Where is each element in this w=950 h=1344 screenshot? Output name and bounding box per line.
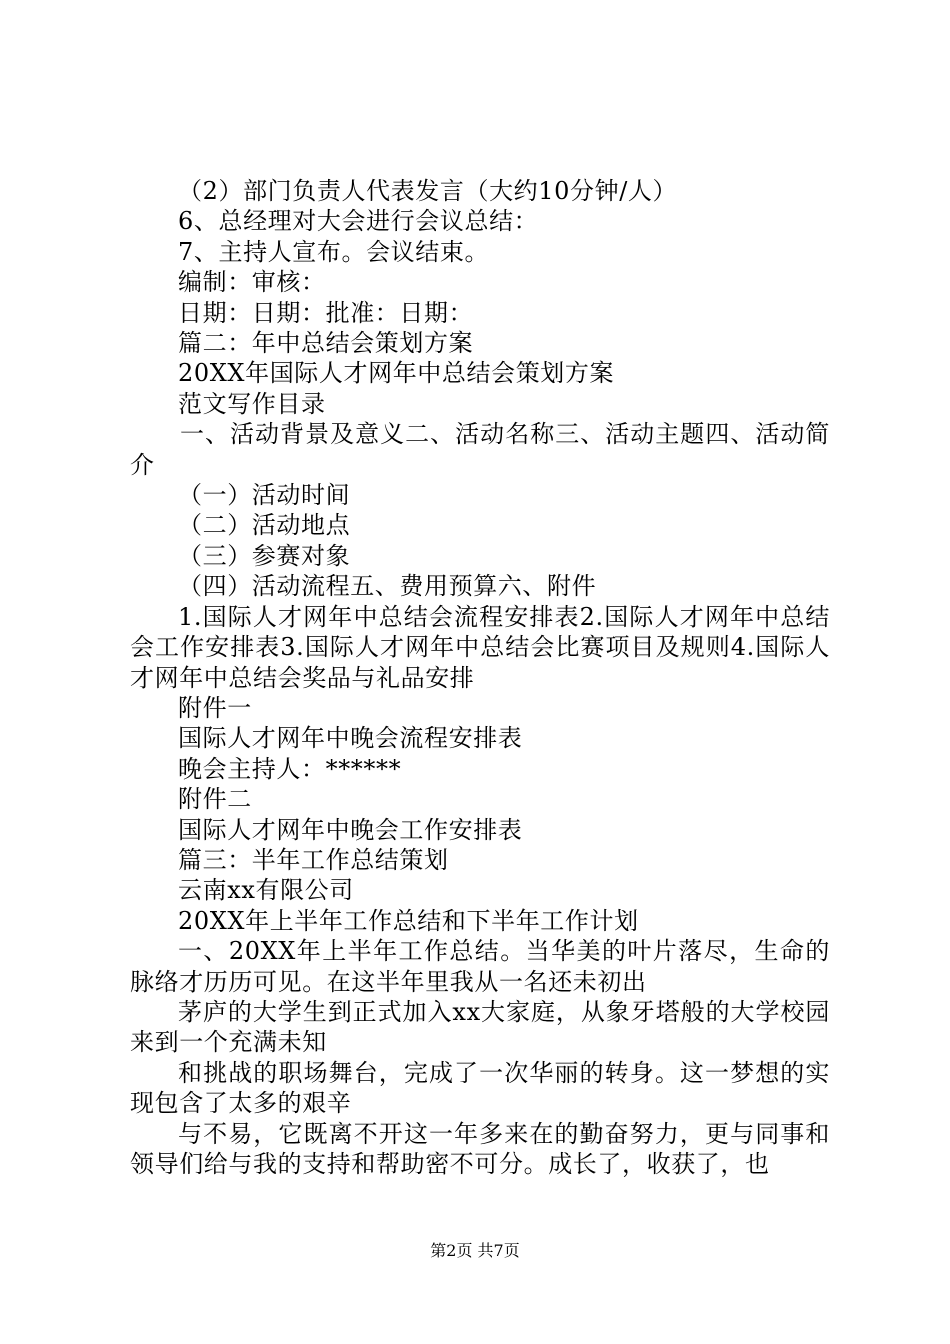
page-number: 第2页 共7页 [430, 1241, 520, 1260]
text-paragraph: 和挑战的职场舞台，完成了一次华丽的转身。这一梦想的实现包含了太多的艰辛 [130, 1058, 830, 1118]
text-line: 6、总经理对大会进行会议总结： [178, 207, 539, 236]
text-line: （一）活动时间 [178, 481, 351, 510]
text-line: 编制：审核： [178, 268, 326, 297]
text-line: 国际人才网年中晚会工作安排表 [178, 815, 523, 844]
text-line: 云南xx有限公司 [178, 876, 354, 905]
text-line: 晚会主持人：****** [178, 754, 402, 783]
text-line: 20XX年上半年工作总结和下半年工作计划 [178, 906, 639, 935]
text-paragraph: 一、20XX年上半年工作总结。当华美的叶片落尽，生命的脉络才历历可见。在这半年里我从一名还未初出 [130, 937, 830, 996]
text-line: （2）部门负责人代表发言（大约10分钟/人） [178, 177, 678, 205]
section-heading: 篇三：半年工作总结策划 [178, 845, 449, 874]
page-footer [0, 1241, 950, 1261]
text-line: （三）参赛对象 [178, 541, 351, 570]
text-paragraph: 与不易，它既离不开这一年多来在的勤奋努力，更与同事和领导们给与我的支持和帮助密不可分。成长了，收获了，也 [130, 1119, 830, 1178]
text-line: 国际人才网年中晚会流程安排表 [178, 724, 523, 753]
text-line: （四）活动流程五、费用预算六、附件 [178, 572, 597, 601]
text-line: 7、主持人宣布。会议结束。 [178, 237, 490, 266]
text-paragraph: 茅庐的大学生到正式加入xx大家庭，从象牙塔般的大学校园来到一个充满未知 [130, 997, 830, 1057]
document-body [130, 176, 830, 1179]
text-line: 日期：日期：批准：日期： [178, 298, 474, 327]
text-line: 范文写作目录 [178, 389, 326, 418]
text-line: 20XX年国际人才网年中总结会策划方案 [178, 359, 615, 388]
section-heading: 篇二：年中总结会策划方案 [178, 329, 474, 358]
text-line: 附件一 [178, 693, 252, 722]
text-paragraph: 1.国际人才网年中总结会流程安排表2.国际人才网年中总结会工作安排表3.国际人才网年中总结会比赛项目及规则4.国际人才网年中总结会奖品与礼品安排 [130, 602, 830, 692]
text-line: 附件二 [178, 785, 252, 814]
text-line: （二）活动地点 [178, 511, 351, 540]
text-paragraph: 一、活动背景及意义二、活动名称三、活动主题四、活动简介 [130, 420, 830, 479]
